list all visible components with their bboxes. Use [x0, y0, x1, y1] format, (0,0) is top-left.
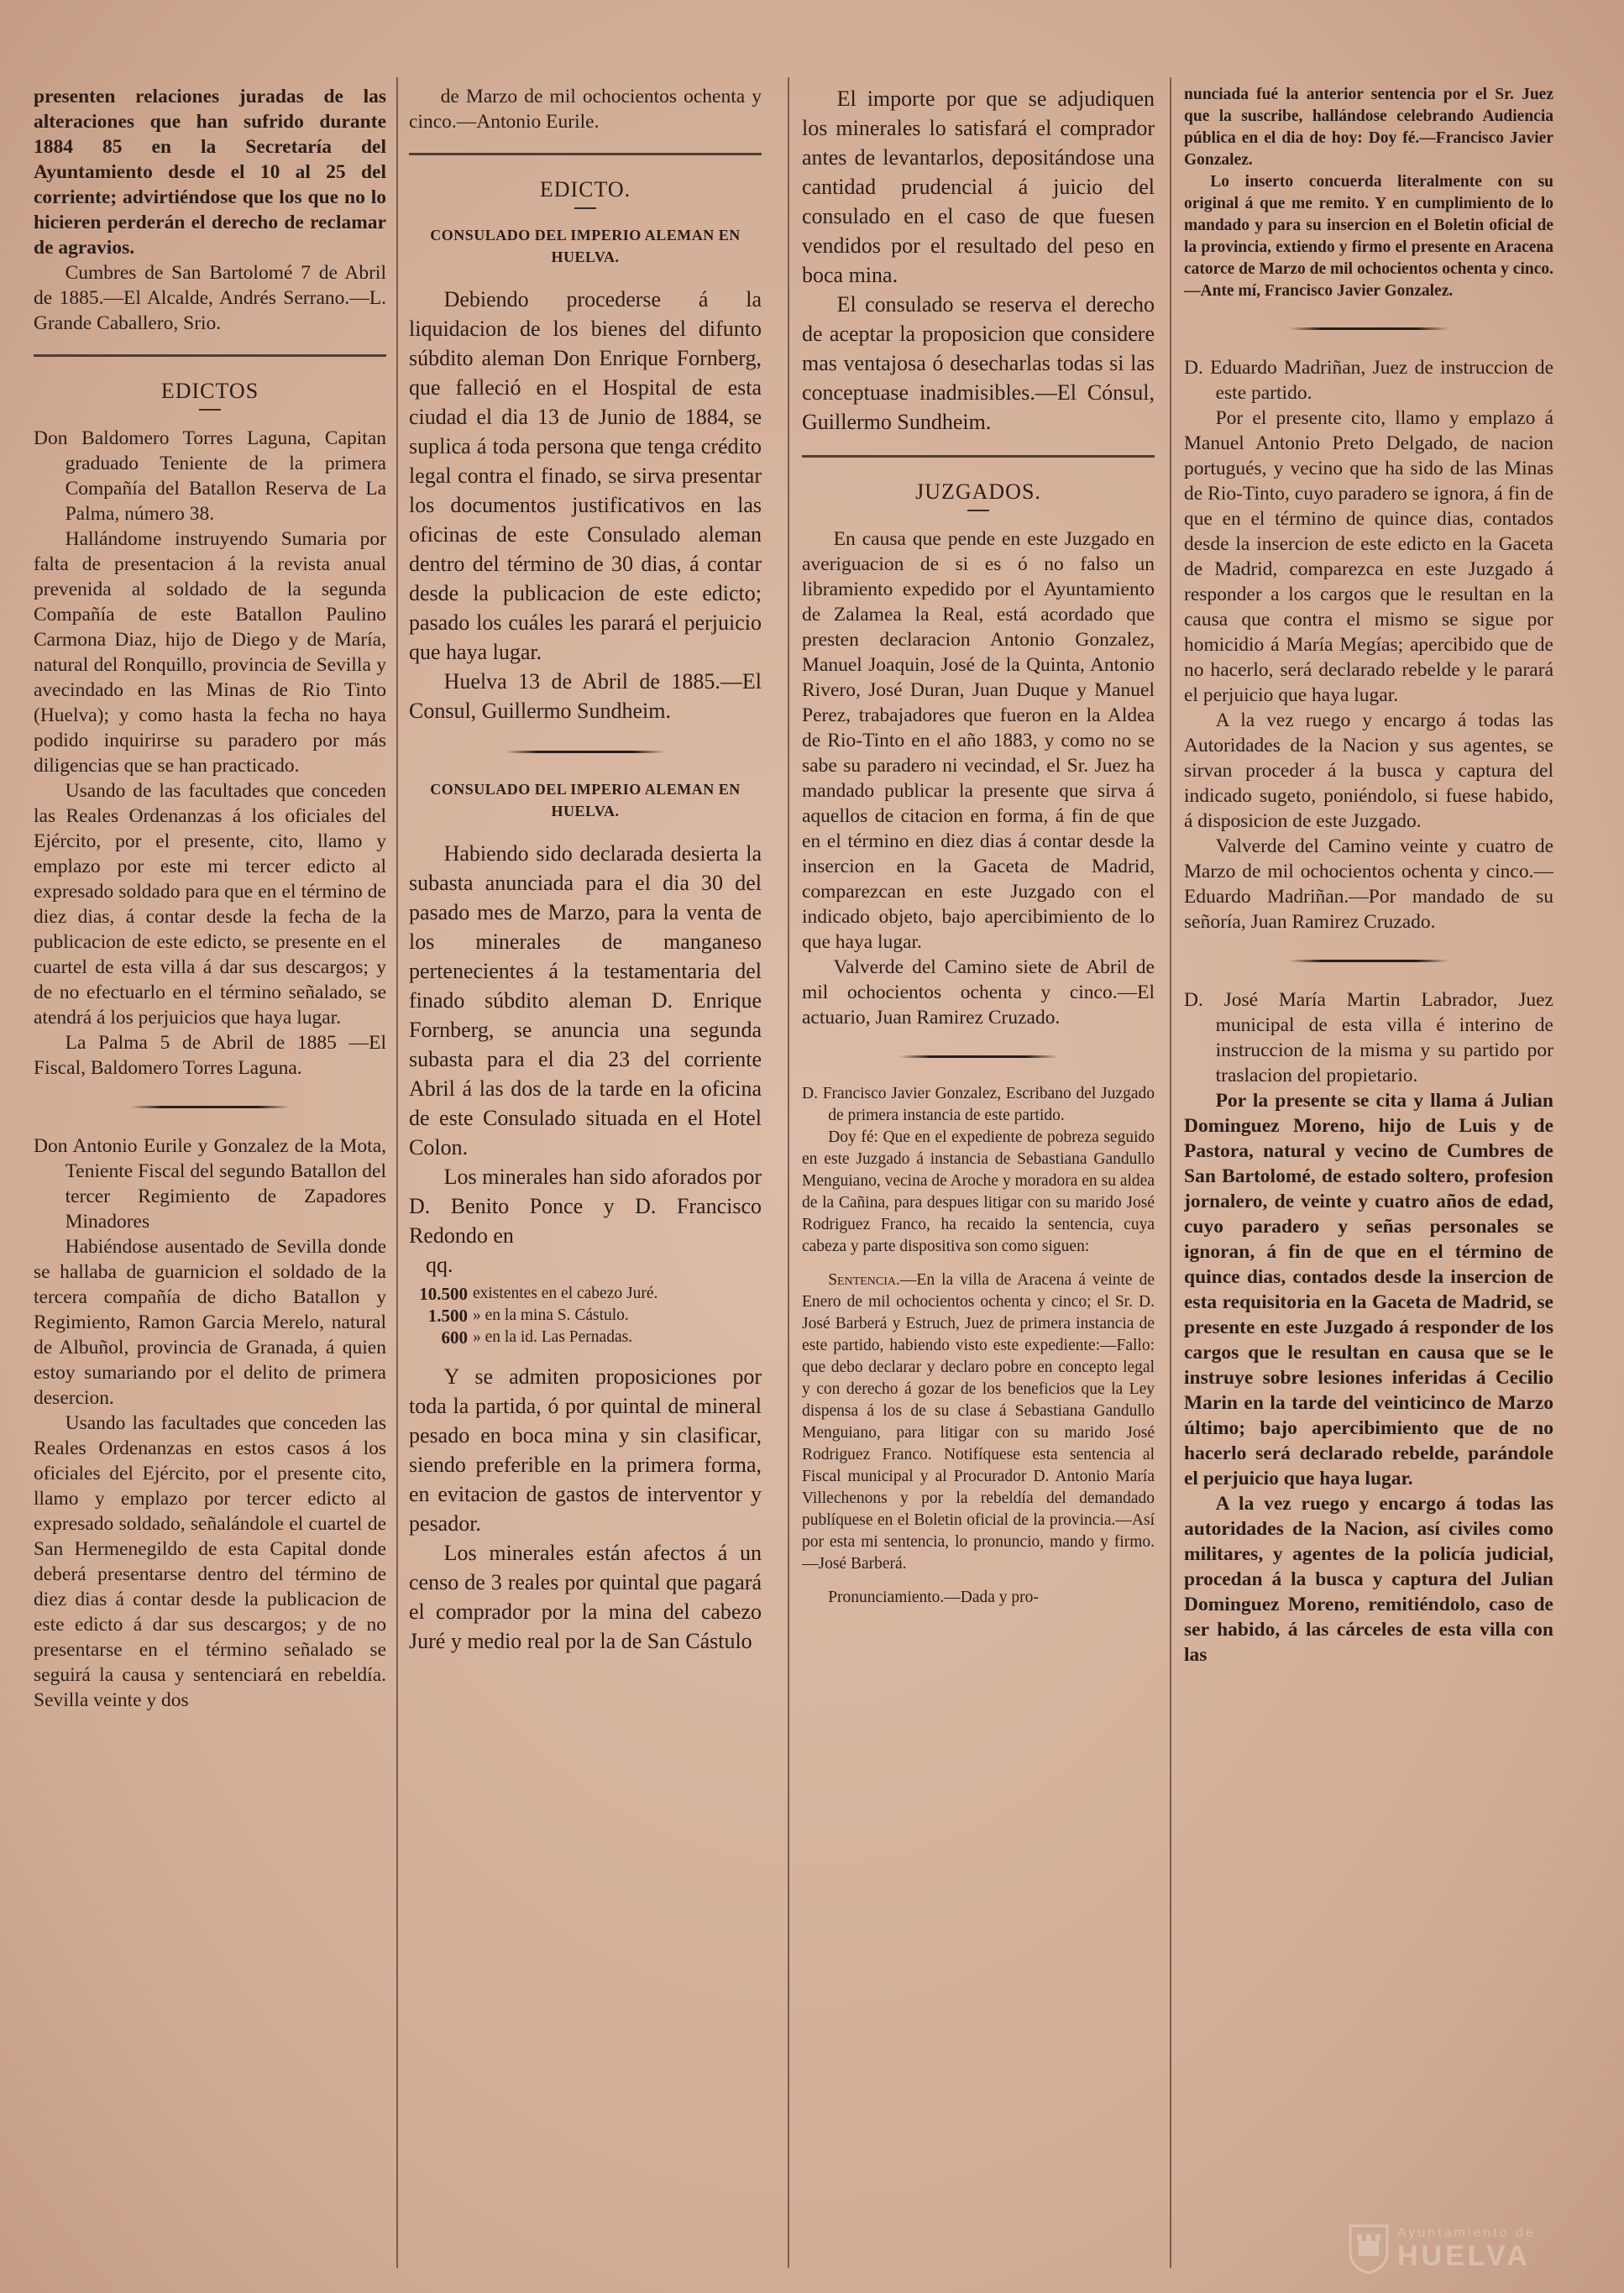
notice-paragraph: Usando las facultades que conceden las Reales Ordenanzas en estos casos á los oficiales del Ejército, por el presente cito, llamo y emplazo por tercer edicto al expresado soldado, señalándole el cuartel de San Hermenegildo de esta Capital donde deberá presentarse dentro del término de diez dias á contar desde la publicacion de este edicto á dar sus descargos; y de no presentarse en el término señalado se seguirá la causa y sentenciará en rebeldía. Sevilla veinte y dos	[34, 1412, 386, 1711]
list-item	[417, 1327, 663, 1348]
notice-paragraph: Y se admiten proposiciones por toda la partida, ó por quintal de mineral pesado en boca mina y sin clasificar, siendo preferible en la primera forma, en evitacion de gastos de interventor y pesador.	[409, 1364, 762, 1536]
title-dash	[199, 409, 221, 411]
notice-paragraph: Los minerales han sido aforados por D. Benito Ponce y D. Francisco Redondo en	[409, 1165, 762, 1248]
notice-paragraph: Lo inserto concuerda literalmente con su original á que me remito. Y en cumplimiento de lo mandado y para su insercion en el Boletin oficial de la provincia, extiendo y firmo el presente en Aracena catorce de Marzo de mil ochocientos ochenta y cinco.—Ante mí, Francisco Javier Gonzalez.	[1184, 173, 1553, 300]
list-item	[417, 1305, 663, 1327]
sentence-text: —En la villa de Aracena á veinte de Enero de mil ochocientos ochenta y cinco; el Sr. D. José Barberá y Estruch, Juez de primera instancia de este partido, habiendo visto este expediente:—Fallo: que debo declarar y declaro pobre en concepto legal y con derecho á gozar de los beneficios que la Ley dispensa á los de su clase á Sebastiana Gandullo Menguiano, para litigar con su marido José Rodriguez Franco. Notifíquese esta sentencia al Fiscal municipal y al Procurador D. Antonio María Villechenons y por la rebeldía del demandado publíquese en el Boletin oficial de la provincia.—Así por esta mi sentencia, lo pronuncio, mando y firmo.—José Barberá.	[802, 1271, 1155, 1573]
notice-signature: Valverde del Camino siete de Abril de mil ochocientos ochenta y cinco.—El actuario, Juan Ramirez Cruzado.	[802, 956, 1155, 1029]
mineral-quantity: 10.500	[419, 1284, 468, 1304]
notice-paragraph: Habiendo sido declarada desierta la subasta anunciada para el dia 30 del pasado mes de Marzo, para la venta de los minerales de manganeso pertenecientes á la testamentaria del finado súbdito aleman D. Enrique Fornberg, se anuncia una segunda subasta para el dia 23 del corriente Abril á las dos de la tarde en la oficina de este Consulado situada en el Hotel Colon.	[409, 841, 762, 1160]
notice-paragraph: El consulado se reserva el derecho de aceptar la proposicion que considere mas ventajosa ó desecharlas todas si las conceptuase inadmisibles.—El Cónsul, Guillermo Sundheim.	[802, 292, 1155, 434]
notice-separator	[1289, 960, 1449, 962]
notice-signature: Huelva 13 de Abril de 1885.—El Consul, Guillermo Sundheim.	[409, 669, 762, 723]
mineral-location: » en la mina S. Cástulo.	[473, 1306, 629, 1324]
continued-notice-text: presenten relaciones juradas de las alteraciones que han sufrido durante 1884 85 en la Secretaría del Ayuntamiento desde el 10 al 25 del corriente; advirtiéndose que los que no lo hicieren perderán el derecho de reclamar de agravios.	[34, 86, 386, 259]
section-rule	[802, 455, 1155, 458]
notice-separator	[506, 751, 665, 753]
column-divider	[396, 77, 398, 2268]
castle-shield-icon	[1347, 2222, 1391, 2275]
quintal-unit-label: qq.	[426, 1253, 453, 1277]
mineral-list	[417, 1283, 663, 1348]
notice-heading: Don Baldomero Torres Laguna, Capitan graduado Teniente de la primera Compañía del Batallon Reserva de La Palma, número 38.	[34, 427, 386, 525]
notice-paragraph: Los minerales están afectos á un censo de 3 reales por quintal que pagará el comprador por la mina del cabezo Juré y medio real por la de San Cástulo	[409, 1541, 762, 1653]
section-rule	[409, 153, 762, 155]
section-title-juzgados: JUZGADOS.	[915, 479, 1041, 504]
title-dash	[967, 510, 989, 511]
column-divider	[1170, 77, 1171, 2268]
column-1	[34, 84, 386, 2268]
notice-paragraph: Por la presente se cita y llama á Julian Dominguez Moreno, hijo de Luis y de Pastora, natural y vecino de Cumbres de San Bartolomé, de estado soltero, profesion jornalero, de veinte y cuatro años de edad, cuyo paradero y señas personales se ignoran, á fin de que en el término de quince dias, contados desde la insercion de esta requisitoria en la Gaceta de Madrid, se presente en este Juzgado á responder de los cargos que le resultan en causa que se le instruye sobre lesiones inferidas á Cecilio Marin en la tarde del veinticinco de Marzo último; bajo apercibimiento que de no hacerlo será declarado rebelde, parándole el perjuicio que haya lugar.	[1184, 1090, 1553, 1489]
consulate-heading: CONSULADO DEL IMPERIO ALEMAN EN HUELVA.	[430, 781, 741, 819]
title-dash	[574, 207, 596, 209]
notice-paragraph: Hallándome instruyendo Sumaria por falta de presentacion á la revista anual prevenida al soldado de la segunda Compañía de este Batallon Paulino Carmona Diaz, hijo de Diego y de María, natural del Ronquillo, provincia de Sevilla y avecindado en las Minas de Rio Tinto (Huelva); y como hasta la fecha no haya podido inquirirse su paradero por más diligencias que se han practicado.	[34, 528, 386, 777]
mineral-quantity: 1.500	[427, 1306, 468, 1326]
notice-heading: Don Antonio Eurile y Gonzalez de la Mota, Teniente Fiscal del segundo Batallon del tercer Regimiento de Zapadores Minadores	[34, 1135, 386, 1233]
notice-heading: D. José María Martin Labrador, Juez municipal de esta villa é interino de instruccion de la misma y su partido por traslacion del propietario.	[1184, 989, 1553, 1086]
notice-paragraph: Por el presente cito, llamo y emplazo á Manuel Antonio Preto Delgado, de nacion portugués, y vecino que ha sido de las Minas de Rio-Tinto, cuyo paradero se ignora, á fin de que en el término de quince dias, contados desde la insercion de este edicto en la Gaceta de Madrid, comparezca en este Juzgado á responder a los cargos que le resultan en la causa que contra el mismo se sigue por homicidio á María Megías; apercibido que de no hacerlo, será declarado rebelde y le parará el perjuicio que haya lugar.	[1184, 407, 1553, 706]
section-title-edicto: EDICTO.	[539, 177, 631, 202]
archive-watermark	[1347, 2219, 1599, 2278]
continued-notice-text: nunciada fué la anterior sentencia por el Sr. Juez que la suscribe, hallándose celebrando Audiencia pública en el dia de hoy: Doy fé.—Francisco Javier Gonzalez.	[1184, 86, 1553, 169]
notice-paragraph: A la vez ruego y encargo á todas las Autoridades de la Nacion y sus agentes, se sirvan proceder á la busca y captura del indicado sugeto, poniéndolo, si fuese habido, á disposicion de este Juzgado.	[1184, 709, 1553, 832]
mineral-quantity: 600	[441, 1327, 468, 1348]
notice-separator	[130, 1106, 290, 1108]
column-divider	[788, 77, 789, 2268]
notice-separator	[1289, 327, 1449, 330]
section-rule	[34, 354, 386, 357]
section-title-edictos: EDICTOS	[160, 379, 259, 403]
column-4	[1184, 84, 1553, 2268]
notice-heading: D. Francisco Javier Gonzalez, Escribano del Juzgado de primera instancia de este partido.	[802, 1085, 1155, 1124]
watermark-line-2: HUELVA	[1397, 2240, 1531, 2272]
sentence-paragraph	[802, 1270, 1155, 1575]
consulate-heading: CONSULADO DEL IMPERIO ALEMAN EN HUELVA.	[430, 227, 741, 265]
notice-separator	[898, 1055, 1058, 1058]
notice-signature: La Palma 5 de Abril de 1885 —El Fiscal, Baldomero Torres Laguna.	[34, 1032, 386, 1079]
notice-paragraph: Doy fé: Que en el expediente de pobreza seguido en este Juzgado á instancia de Sebastiana Gandullo Menguiano, vecina de Aroche y moradora en su aldea de la Cañina, para despues litigar con su marido José Rodriguez Franco, ha recaido la sentencia, cuya cabeza y parte dispositiva son como siguen:	[802, 1128, 1155, 1255]
notice-heading: D. Eduardo Madriñan, Juez de instruccion de este partido.	[1184, 357, 1553, 404]
continued-notice-text: El importe por que se adjudiquen los minerales lo satisfará el comprador antes de levantarlos, depositándose una cantidad prudencial á juicio del consulado en el caso de que fuesen vendidos por el resultado del peso en boca mina.	[802, 86, 1155, 287]
mineral-location: » en la id. Las Pernadas.	[473, 1328, 633, 1346]
mineral-location: existentes en el cabezo Juré.	[473, 1285, 658, 1302]
sentence-label: Sentencia.	[828, 1271, 900, 1289]
notice-signature: Valverde del Camino veinte y cuatro de Marzo de mil ochocientos ochenta y cinco.—Eduardo Madriñan.—Por mandado de su señoría, Juan Ramirez Cruzado.	[1184, 835, 1553, 933]
notice-paragraph: A la vez ruego y encargo á todas las autoridades de la Nacion, así civiles como militares, y agentes de la policía judicial, procedan á la busca y captura del Julian Dominguez Moreno, remitiéndolo, caso de ser habido, á las cárceles de esta villa con las	[1184, 1493, 1553, 1666]
notice-paragraph: En causa que pende en este Juzgado en averiguacion de si es ó no falso un libramiento expedido por el Ayuntamiento de Zalamea la Real, está acordado que presten declaracion Antonio Gonzalez, Manuel Joaquin, José de la Quinta, Antonio Rivero, José Duran, Juan Duque y Manuel Perez, trabajadores que fueron en la Aldea de Rio-Tinto en el año 1883, y como no se sabe su paradero ni vecindad, el Sr. Juez ha mandado publicar la presente que sirva á aquellos de citacion en forma, á fin de que en el término en diez dias á contar desde la insercion en la Gaceta de Madrid, comparezcan en este Juzgado con el indicado objeto, bajo apercibimiento de lo que haya lugar.	[802, 528, 1155, 953]
notice-signature: Cumbres de San Bartolomé 7 de Abril de 1885.—El Alcalde, Andrés Serrano.—L. Grande Caballero, Srio.	[34, 262, 386, 334]
column-2	[409, 84, 762, 2268]
notice-paragraph: Debiendo procederse á la liquidacion de los bienes del difunto súbdito aleman Don Enrique Fornberg, que falleció en el Hospital de esta ciudad el dia 13 de Junio de 1884, se suplica á toda persona que tenga crédito legal contra el finado, se sirva presentar los documentos justificativos en las oficinas de este Consulado aleman dentro del término de 30 dias, á contar desde la publicacion de este edicto; pasado los cuáles les parará el perjuicio que haya lugar.	[409, 287, 762, 664]
column-3	[802, 84, 1155, 2268]
continued-notice-text: de Marzo de mil ochocientos ochenta y cinco.—Antonio Eurile.	[409, 86, 762, 133]
notice-paragraph: Pronunciamiento.—Dada y pro-	[828, 1589, 1039, 1606]
notice-paragraph: Usando de las facultades que conceden las Reales Ordenanzas á los oficiales del Ejército, por el presente, cito, llamo y emplazo por este mi tercer edicto al expresado soldado para que en el término de diez dias, á contar desde la fecha de la publicacion de este edicto, se presente en el cuartel de esta villa á dar sus descargos; y de no efectuarlo en el término señalado, se atendrá á los perjuicios que haya lugar.	[34, 780, 386, 1029]
list-item	[417, 1283, 663, 1305]
watermark-line-1: Ayuntamiento de	[1397, 2226, 1536, 2240]
notice-paragraph: Habiéndose ausentado de Sevilla donde se hallaba de guarnicion el soldado de la tercera compañía de dicho Batallon y Regimiento, Ramon Garcia Merelo, natural de Albuñol, provincia de Granada, á quien estoy sumariando por el delito de primera desercion.	[34, 1236, 386, 1409]
